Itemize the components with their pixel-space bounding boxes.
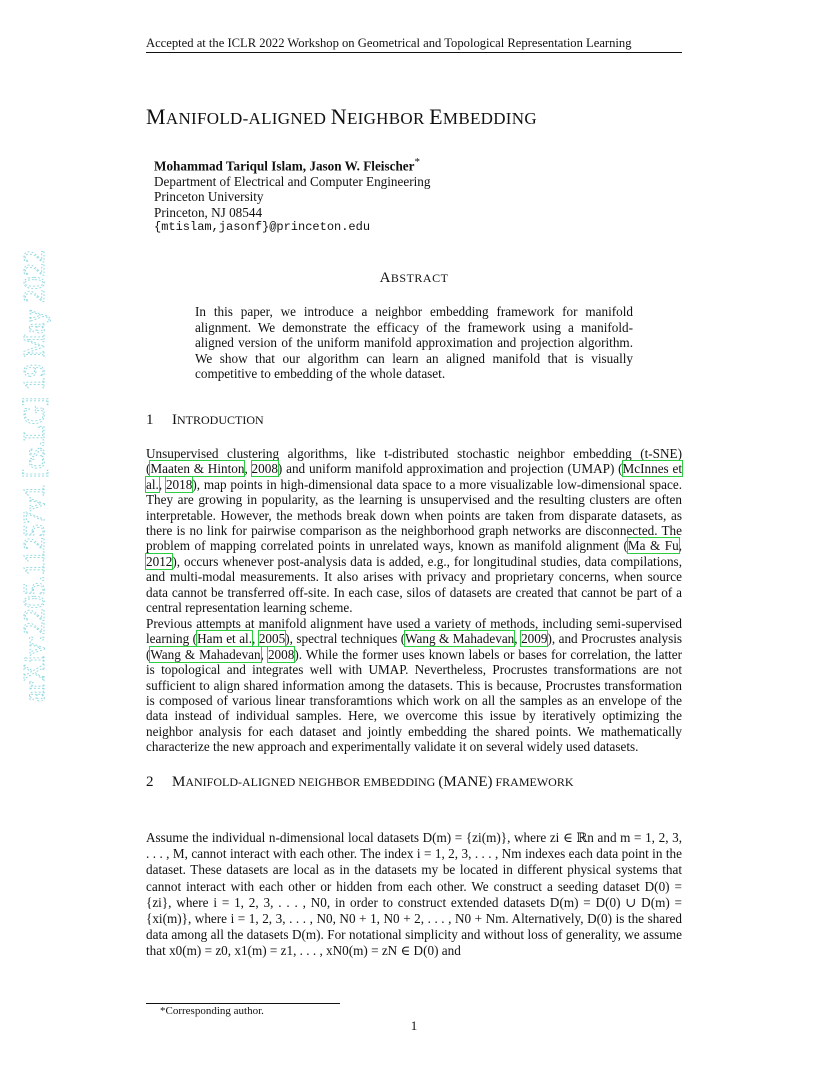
framework-paragraph: Assume the individual n-dimensional local datasets D(m) = {zi(m)}, where zi ∈ ℝn and m = 1, 2, 3, . . . , M, cannot interact with each other. The index i = 1, 2, 3, . . . , Nm indexes each data point in the dataset. These datasets are local as in the datasets my be located in different physical systems that cannot interact with each other or hidden from each other. We construct a seeding dataset D(0) = {zi}, where i = 1, 2, 3, . . . , N0, in order to construct extended datasets D(m) = D(0) ∪ D(m) = {xi(m)}, where i = 1, 2, 3, . . . , N0, N0 + 1, N0 + 2, . . . , N0 + Nm. Alternatively, D(0) is the shared data among all the datasets D(m). For notational simplicity and without loss of generality, we assume that x0(m) = z0, x1(m) = z1, . . . , xN0(m) = zN ∈ D(0) and	[146, 830, 682, 959]
author-email: {mtislam,jasonf}@princeton.edu	[154, 220, 371, 235]
citation-link[interactable]: Ma & Fu	[627, 538, 679, 554]
author-address: Princeton, NJ 08544	[154, 204, 263, 220]
section-1-heading: 1 INTRODUCTION	[146, 412, 264, 428]
citation-link[interactable]: McInnes et al.	[146, 461, 683, 492]
citation-link[interactable]: 2012	[146, 553, 173, 569]
author-names: Mohammad Tariqul Islam, Jason W. Fleischer	[154, 158, 415, 174]
citation-link[interactable]: 2009	[521, 631, 548, 647]
citation-link[interactable]: Maaten & Hinton	[150, 461, 245, 477]
abstract-heading: ABSTRACT	[379, 270, 449, 286]
citation-link[interactable]: 2005	[258, 631, 286, 647]
running-header: Accepted at the ICLR 2022 Workshop on Geometrical and Topological Representation Learning	[146, 36, 632, 50]
citation-link[interactable]: Wang & Mahadevan	[150, 646, 261, 662]
author-department: Department of Electrical and Computer Engineering	[154, 173, 431, 189]
citation-link[interactable]: Ham et al.	[197, 631, 253, 647]
intro-paragraph-2: Previous attempts at manifold alignment have used a variety of methods, including semi-supervised learning (Ham et al., 2005), spectral techniques (Wang & Mahadevan, 2009), and Procrustes analysis (Wang & Mahadevan, 2008). While the former uses known labels or bases for correlation, the latter is topological and integrates well with UMAP. Nevertheless, Procrustes transformations are not sufficient to align shared information among the datasets. This is because, Procrustes transformation is composed of various linear transforamtions which work on all the samples as an envelope of the data instead of individual samples. Here, we overcome this issue by iteratively optimizing the neighbor analysis for each dataset and jointly embedding the shared points. We mathematically characterize the new approach and experimentally validate it on several widely used datasets.	[146, 616, 683, 755]
header-rule	[146, 52, 682, 53]
intro-paragraph-1: Unsupervised clustering algorithms, like t-distributed stochastic neighbor embedding (t-SNE) (Maaten & Hinton, 2008) and uniform manifold approximation and projection (UMAP) (McInnes et al., 2018), map points in high-dimensional data space to a more visualizable low-dimensional space. They are growing in popularity, as the learning is unsupervised and the resulting clusters are often interpretable. However, the methods break down when points are taken from disparate datasets, as there is no link for pairwise comparison as the neighborhood graph networks are disconnected. The problem of mapping correlated points in unrelated ways, known as manifold alignment (Ma & Fu, 2012), occurs whenever post-analysis data is added, e.g., for longitudinal studies, data compilations, and multi-modal measurements. It also arises with privacy and proprietary concerns, when source data cannot be transferred off-site. In each case, silos of datasets are created that cannot be part of a central representation learning scheme.	[146, 446, 683, 616]
footnote-rule	[146, 1003, 340, 1004]
citation-link[interactable]: 2018	[165, 476, 193, 492]
footnote: *Corresponding author.	[160, 1005, 264, 1017]
author-block	[154, 155, 430, 236]
paper-title: MANIFOLD-ALIGNED NEIGHBOR EMBEDDING	[146, 104, 537, 129]
citation-link[interactable]: Wang & Mahadevan	[405, 631, 515, 647]
citation-link[interactable]: 2008	[267, 646, 295, 662]
arxiv-side-text: arXiv:2205.11257v1 [cs.LG] 19 May 2022	[16, 248, 51, 702]
citation-link[interactable]: 2008	[251, 461, 278, 477]
page-number: 1	[410, 1018, 418, 1033]
abstract-text: In this paper, we introduce a neighbor embedding framework for manifold alignment. We demonstrate the efficacy of the framework using a manifold-aligned version of the uniform manifold approximation and projection algorithm. We show that our algorithm can learn an aligned manifold that is visually competitive to embedding of the whole dataset.	[195, 304, 633, 381]
arxiv-side-identifier	[10, 248, 54, 704]
footnote-marker: *	[414, 156, 420, 168]
section-2-heading: 2 MANIFOLD-ALIGNED NEIGHBOR EMBEDDING (MANE) FRAMEWORK	[146, 774, 574, 790]
author-university: Princeton University	[154, 189, 264, 205]
